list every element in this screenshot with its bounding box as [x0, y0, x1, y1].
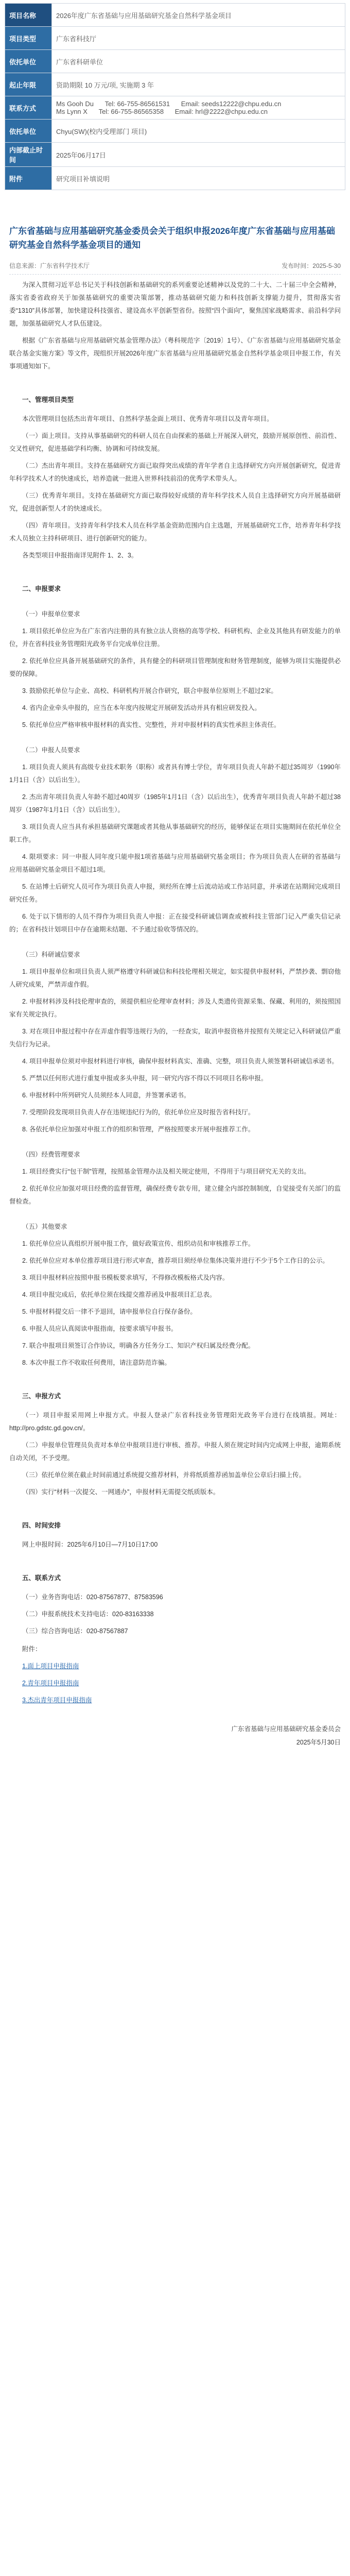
article-source: 信息来源：广东省科学技术厅 [9, 262, 90, 269]
contact-name: Ms Lynn X [56, 108, 87, 115]
requirement-item: 7. 联合申报项目须签订合作协议，明确各方任务分工、知识产权归属及经费分配。 [22, 1342, 255, 1349]
requirement-item: 4. 省内企业牵头申报的，应当在本年度内按规定开展研发活动并具有相应研发投入。 [22, 704, 261, 711]
requirement-item: 2. 依托单位应加强对项目经费的监督管理，确保经费专款专用，建立健全内部控制制度，自觉接受有关部门的监督检查。 [9, 1185, 341, 1205]
host-unit-value: 广东省科研单位 [52, 50, 345, 73]
attachment-value[interactable]: 研究项目补填说明 [52, 167, 345, 190]
section-paragraph: （三）优秀青年项目。支持在基础研究方面已取得较好成绩的青年科学技术人员自主选择研究方向开展基础研究，促进创新型人才的快速成长。 [9, 492, 341, 512]
signing-date: 2025年5月30日 [296, 1739, 341, 1746]
info-row [5, 73, 345, 96]
section-heading: 二、申报要求 [22, 585, 61, 592]
requirement-item: 8. 本次申报工作不收取任何费用，请注意防范诈骗。 [22, 1359, 171, 1366]
contact-email[interactable]: Email: seeds12222@chpu.edu.cn [181, 100, 282, 108]
intro-paragraph: 为深入贯彻习近平总书记关于科技创新和基础研究的系列重要论述精神以及党的二十大、二十届三中全会精神，落实省委省政府关于加强基础研究的重要决策部署，推动基础研究能力和科技创新支撑能力提升，贯彻落实省委“1310”具体部署，加快建设科技强省、建设高水平创新型省份。按照“四个面向”，聚焦国家战略需求、前沿科学问题，加强基础研究人才队伍建设。 [9, 281, 341, 327]
requirement-item: 1. 项目申报单位和项目负责人须严格遵守科研诚信和科技伦理相关规定，如实提供申报材料，严禁抄袭、剽窃他人研究成果，严禁弄虚作假。 [9, 968, 341, 988]
article-body [9, 279, 341, 1749]
requirement-item: 2. 依托单位应具备开展基础研究的条件，具有健全的科研项目管理制度和财务管理制度，能够为项目实施提供必要的保障。 [9, 657, 341, 677]
project-title-value: 2026年度广东省基础与应用基础研究基金自然科学基金项目 [52, 4, 345, 27]
section-heading: 一、管理项目类型 [22, 396, 74, 403]
subsection-title: （三）科研诚信要求 [22, 951, 80, 958]
section-paragraph: （二）申报单位管理员负责对本单位申报项目进行审核、推荐。申报人须在规定时间内完成网上申报，逾期系统自动关闭，不予受理。 [9, 1442, 341, 1462]
deadline-value: 2025年06月17日 [52, 143, 345, 167]
section-paragraph: （三）依托单位须在截止时间前通过系统提交推荐材料，并将纸质推荐函加盖单位公章后扫描上传。 [22, 1471, 306, 1479]
info-label: 起止年限 [5, 73, 52, 96]
section-heading: 三、申报方式 [22, 1393, 61, 1400]
requirement-item: 4. 限项要求：同一申报人同年度只能申报1项省基础与应用基础研究基金项目；作为项目负责人在研的省基础与应用基础研究基金项目不超过1项。 [9, 853, 341, 873]
subsection-title: （二）申报人员要求 [22, 747, 80, 754]
contact-line: （一）业务咨询电话：020-87567877、87583596 [22, 1594, 163, 1601]
requirement-item: 3. 对在项目申报过程中存在弄虚作假等违规行为的，一经查实，取消申报资格并按照有关规定记入科研诚信严重失信行为记录。 [9, 1028, 341, 1048]
info-row [5, 167, 345, 190]
subsection-title: （一）申报单位要求 [22, 611, 80, 618]
info-row [5, 27, 345, 50]
signing-org: 广东省基础与应用基础研究基金委员会 [231, 1725, 341, 1733]
contact-email[interactable]: Email: hrl@2222@chpu.edu.cn [174, 108, 268, 115]
info-label: 依托单位 [5, 50, 52, 73]
attachment-link[interactable]: 1.面上项目申报指南 [22, 1663, 79, 1670]
section-requirements [9, 583, 341, 1369]
section-paragraph: （四）实行“材料一次提交、一网通办”，申报材料无需提交纸质版本。 [22, 1488, 220, 1496]
section-heading: 四、时间安排 [22, 1522, 61, 1529]
contact-tel: Tel: 66-755-86565358 [98, 108, 164, 115]
subsection-title: （四）经费管理要求 [22, 1151, 80, 1158]
requirement-item: 6. 处于以下情形的人员不得作为项目负责人申报：正在接受科研诚信调查或被科技主管部门记入严重失信记录的；在省科技计划项目中存在逾期未结题、不予通过验收等情况的。 [9, 913, 341, 933]
project-type-value: 广东省科技厅 [52, 27, 345, 50]
requirement-item: 1. 项目依托单位应为在广东省内注册的具有独立法人资格的高等学校、科研机构、企业及其他具有研发能力的单位，并在省科技业务管理阳光政务平台完成单位注册。 [9, 628, 341, 648]
requirement-item: 5. 在站博士后研究人员可作为项目负责人申报，须经所在博士后流动站或工作站同意，并承诺在站期间完成项目研究任务。 [9, 883, 341, 903]
requirement-item: 1. 项目经费实行“包干制”管理，按照基金管理办法及相关规定使用，不得用于与项目研究无关的支出。 [22, 1168, 310, 1175]
attachment-link[interactable]: 2.青年项目申报指南 [22, 1680, 79, 1687]
info-label: 依托单位 [5, 120, 52, 143]
dept-value: Chyu(SW)(校内受理部门 项目) [52, 120, 345, 143]
period-value: 资助期限 10 万元/项, 实施期 3 年 [52, 73, 345, 96]
requirement-item: 4. 项目申报单位须对申报材料进行审核，确保申报材料真实、准确、完整，项目负责人须签署科研诚信承诺书。 [22, 1058, 338, 1065]
attachment-link[interactable]: 3.杰出青年项目申报指南 [22, 1697, 92, 1704]
requirement-item: 3. 项目申报材料应按照申报书模板要求填写，不得修改模板格式及内容。 [22, 1274, 229, 1281]
project-info-table [5, 3, 345, 190]
info-label: 附件 [5, 167, 52, 190]
contact-line: （二）申报系统技术支持电话：020-83163338 [22, 1611, 154, 1618]
section-paragraph: （一）项目申报采用网上申报方式。申报人登录广东省科技业务管理阳光政务平台进行在线填报。网址：http://pro.gdstc.gd.gov.cn/。 [9, 1412, 341, 1432]
contact-name: Ms Gooh Du [56, 100, 94, 108]
requirement-item: 4. 项目申报完成后，依托单位须在线提交推荐函及申报项目汇总表。 [22, 1291, 216, 1298]
attachment-list [9, 1643, 341, 1707]
info-label: 内部截止时间 [5, 143, 52, 167]
contact-value [52, 96, 345, 120]
requirement-item: 1. 依托单位应认真组织开展申报工作，做好政策宣传、组织动员和审核推荐工作。 [22, 1240, 255, 1247]
requirement-item: 6. 申报人员应认真阅读申报指南，按要求填写申报书。 [22, 1325, 178, 1332]
subsection-title: （五）其他要求 [22, 1223, 67, 1230]
section-paragraph: （一）面上项目。支持从事基础研究的科研人员在自由探索的基础上开展深入研究，鼓励开展原创性、前沿性、交叉性研究，促进基础学科均衡、协调和可持续发展。 [9, 432, 341, 452]
intro-paragraph: 根据《广东省基础与应用基础研究基金管理办法》（粤科规范字〔2019〕1号）、《广东省基础与应用基础研究基金联合基金实施方案》等文件，现组织开展2026年度广东省基础与应用基础研究基金自然科学基金项目申报工作，有关事项通知如下。 [9, 337, 341, 370]
attachment-heading: 附件： [22, 1646, 42, 1653]
requirement-item: 2. 杰出青年项目负责人年龄不超过40周岁（1985年1月1日（含）以后出生），优秀青年项目负责人年龄不超过38周岁（1987年1月1日（含）以后出生）。 [9, 793, 341, 814]
section-schedule [9, 1519, 341, 1551]
info-label: 联系方式 [5, 96, 52, 120]
section-paragraph: 各类型项目申报指南详见附件 1、2、3。 [22, 552, 138, 559]
section-types [9, 394, 341, 562]
article-title: 广东省基础与应用基础研究基金委员会关于组织申报2026年度广东省基础与应用基础研究基金自然科学基金项目的通知 [9, 226, 335, 250]
page [0, 3, 350, 2576]
requirement-item: 5. 依托单位应严格审核申报材料的真实性、完整性，并对申报材料的真实性承担主体责任。 [22, 721, 281, 728]
contact-tel: Tel: 66-755-86561531 [104, 100, 170, 108]
info-row [5, 50, 345, 73]
section-paragraph: 网上申报时间：2025年6月10日—7月10日17:00 [22, 1541, 158, 1548]
info-row [5, 4, 345, 27]
requirement-item: 3. 鼓励依托单位与企业、高校、科研机构开展合作研究，联合申报单位原则上不超过2家。 [22, 687, 277, 694]
info-row [5, 143, 345, 167]
info-row [5, 96, 345, 120]
requirement-item: 7. 受理阶段发现项目负责人存在违规违纪行为的，依托单位应及时报告省科技厅。 [22, 1109, 255, 1116]
contact-line: （三）综合咨询电话：020-87567887 [22, 1628, 128, 1635]
article-date: 发布时间：2025-5-30 [282, 262, 341, 269]
section-paragraph: 本次管理项目包括杰出青年项目、自然科学基金面上项目、优秀青年项目以及青年项目。 [22, 415, 273, 422]
section-paragraph: （二）杰出青年项目。支持在基础研究方面已取得突出成绩的青年学者自主选择研究方向开展创新研究，促进青年科学技术人才的快速成长，培养造就一批进入世界科技前沿的优秀学术带头人。 [9, 462, 341, 482]
requirement-item: 2. 申报材料涉及科技伦理审查的，须提供相应伦理审查材料；涉及人类遗传资源采集、保藏、利用的，须按照国家有关规定执行。 [9, 998, 341, 1018]
requirement-item: 2. 依托单位应对本单位推荐项目进行形式审查，推荐项目须经单位集体决策并进行不少于5个工作日的公示。 [22, 1257, 329, 1264]
article-info-bar [9, 261, 341, 275]
requirement-item: 5. 严禁以任何形式进行重复申报或多头申报，同一研究内容不得以不同项目名称申报。 [22, 1075, 268, 1082]
requirement-item: 3. 项目负责人应当具有承担基础研究课题或者其他从事基础研究的经历，能够保证在项目实施期间在依托单位全职工作。 [9, 823, 341, 843]
section-contacts [9, 1572, 341, 1638]
requirement-item: 8. 各依托单位应加强对申报工作的组织和管理，严格按照要求开展申报推荐工作。 [22, 1126, 255, 1133]
section-method [9, 1390, 341, 1499]
info-label: 项目类型 [5, 27, 52, 50]
section-heading: 五、联系方式 [22, 1574, 61, 1582]
info-row [5, 120, 345, 143]
info-label: 项目名称 [5, 4, 52, 27]
section-paragraph: （四）青年项目。支持青年科学技术人员在科学基金资助范围内自主选题，开展基础研究工作，培养青年科学技术人员独立主持科研项目、进行创新研究的能力。 [9, 522, 341, 542]
signature-block [9, 1722, 341, 1749]
requirement-item: 6. 申报材料中所列研究人员须经本人同意，并签署承诺书。 [22, 1092, 190, 1099]
requirement-item: 1. 项目负责人须具有高级专业技术职务（职称）或者具有博士学位，青年项目负责人年龄不超过35周岁（1990年1月1日（含）以后出生）。 [9, 764, 341, 784]
requirement-item: 5. 申报材料提交后一律不予退回，请申报单位自行保存备份。 [22, 1308, 197, 1315]
